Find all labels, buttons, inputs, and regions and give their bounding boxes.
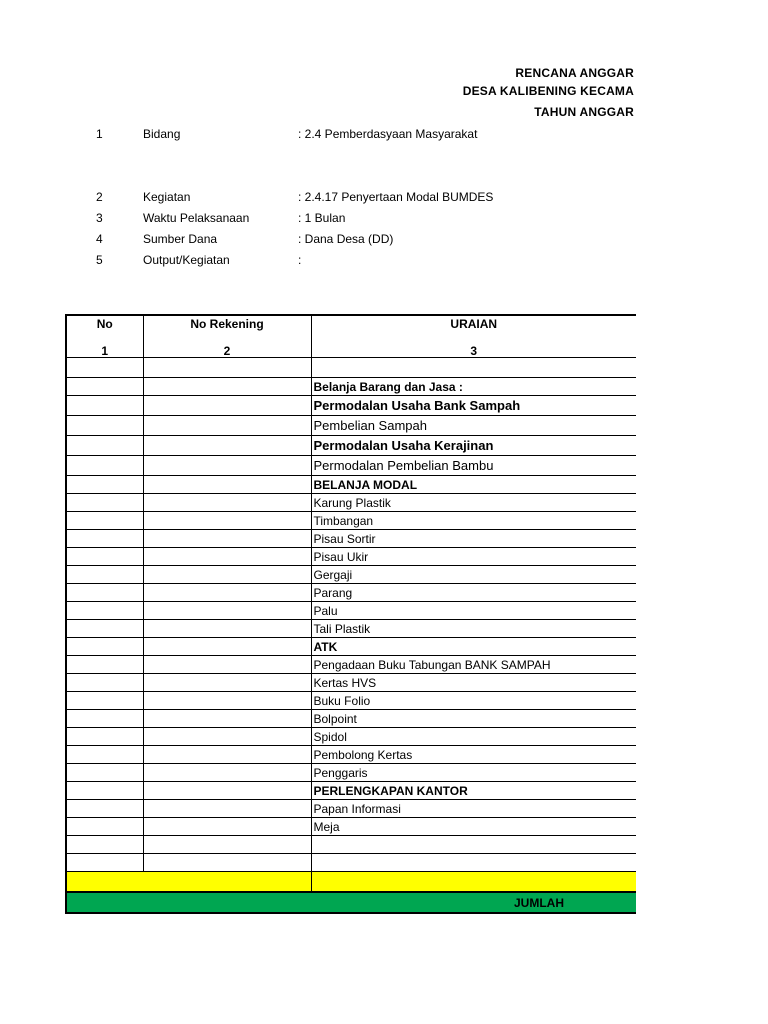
- info-label: Output/Kegiatan: [143, 253, 230, 267]
- cell-no: [66, 746, 143, 764]
- cell-rekening: [143, 764, 311, 782]
- cell-uraian: Timbangan: [311, 512, 636, 530]
- cell-uraian: BELANJA MODAL: [311, 476, 636, 494]
- cell-no: [66, 548, 143, 566]
- info-row-kegiatan: [0, 190, 768, 208]
- cell-rekening: [143, 456, 311, 476]
- info-label: Bidang: [143, 127, 181, 141]
- cell-rekening: [143, 674, 311, 692]
- info-row-waktu: [0, 211, 768, 229]
- info-label: Sumber Dana: [143, 232, 218, 246]
- cell-no: [66, 836, 143, 854]
- cell-uraian: Meja: [311, 818, 636, 836]
- header-rekening-index: 2: [223, 344, 231, 358]
- cell-no: [66, 530, 143, 548]
- info-row-output: [0, 253, 768, 271]
- header-rekening: [143, 315, 311, 358]
- cell-no: [66, 728, 143, 746]
- cell-rekening: [143, 656, 311, 674]
- table-row: [66, 396, 636, 416]
- header-no: [66, 315, 143, 358]
- info-num: 2: [96, 190, 103, 204]
- cell-uraian: Parang: [311, 584, 636, 602]
- cell-no: [66, 764, 143, 782]
- cell-uraian: Pembelian Sampah: [311, 416, 636, 436]
- cell-uraian: Penggaris: [311, 764, 636, 782]
- cell-uraian: Karung Plastik: [311, 494, 636, 512]
- cell-rekening: [143, 710, 311, 728]
- table-row: [66, 530, 636, 548]
- table-row: [66, 710, 636, 728]
- cell-no: [66, 512, 143, 530]
- cell-rekening: [143, 638, 311, 656]
- table-row: [66, 728, 636, 746]
- cell-rekening: [143, 476, 311, 494]
- cell-rekening: [143, 584, 311, 602]
- table-row: [66, 456, 636, 476]
- cell-uraian: Bolpoint: [311, 710, 636, 728]
- cell-uraian: Palu: [311, 602, 636, 620]
- cell-no: [66, 638, 143, 656]
- cell-no: [66, 436, 143, 456]
- table-header-row: [66, 315, 636, 358]
- table-row: [66, 584, 636, 602]
- table-row: [66, 746, 636, 764]
- cell-rekening: [143, 854, 311, 872]
- cell-no: [66, 416, 143, 436]
- info-num: 3: [96, 211, 103, 225]
- cell-uraian: Pengadaan Buku Tabungan BANK SAMPAH: [311, 656, 636, 674]
- subtotal-left-cell: [66, 872, 311, 893]
- cell-no: [66, 494, 143, 512]
- cell-rekening: [143, 512, 311, 530]
- cell-no: [66, 358, 143, 378]
- cell-no: [66, 456, 143, 476]
- cell-no: [66, 584, 143, 602]
- table-row: [66, 836, 636, 854]
- table-row: [66, 818, 636, 836]
- cell-uraian: Buku Folio: [311, 692, 636, 710]
- table-row: [66, 692, 636, 710]
- header-uraian-index: 3: [470, 344, 478, 358]
- cell-no: [66, 602, 143, 620]
- table-row: [66, 800, 636, 818]
- total-row: [66, 892, 636, 913]
- doc-title-line2: DESA KALIBENING KECAMA: [462, 84, 634, 98]
- cell-rekening: [143, 436, 311, 456]
- cell-rekening: [143, 836, 311, 854]
- header-no-index: 1: [101, 344, 109, 358]
- table-row: [66, 476, 636, 494]
- cell-rekening: [143, 530, 311, 548]
- cell-no: [66, 782, 143, 800]
- table-row: [66, 494, 636, 512]
- table-row: [66, 602, 636, 620]
- table-row: [66, 548, 636, 566]
- cell-rekening: [143, 494, 311, 512]
- cell-rekening: [143, 620, 311, 638]
- cell-uraian: Permodalan Usaha Bank Sampah: [311, 396, 636, 416]
- cell-no: [66, 710, 143, 728]
- cell-rekening: [143, 728, 311, 746]
- cell-no: [66, 476, 143, 494]
- cell-no: [66, 800, 143, 818]
- header-uraian-label: URAIAN: [450, 317, 498, 331]
- info-num: 4: [96, 232, 103, 246]
- cell-uraian: ATK: [311, 638, 636, 656]
- header-no-label: No: [96, 317, 113, 331]
- header-uraian: [311, 315, 636, 358]
- table-row: [66, 416, 636, 436]
- cell-rekening: [143, 566, 311, 584]
- cell-rekening: [143, 800, 311, 818]
- total-label: JUMLAH: [66, 892, 636, 913]
- info-num: 5: [96, 253, 103, 267]
- table-row: [66, 764, 636, 782]
- cell-rekening: [143, 746, 311, 764]
- table-row: [66, 638, 636, 656]
- table-row: [66, 782, 636, 800]
- cell-rekening: [143, 692, 311, 710]
- table-row: [66, 512, 636, 530]
- cell-no: [66, 396, 143, 416]
- info-row-bidang: [0, 127, 768, 145]
- cell-uraian: Kertas HVS: [311, 674, 636, 692]
- doc-title-line1: RENCANA ANGGAR: [515, 66, 634, 80]
- cell-uraian: Pembolong Kertas: [311, 746, 636, 764]
- info-value: :: [298, 253, 302, 267]
- cell-uraian: Papan Informasi: [311, 800, 636, 818]
- budget-table: [65, 314, 636, 914]
- cell-uraian: Spidol: [311, 728, 636, 746]
- cell-uraian: [311, 854, 636, 872]
- table-row: [66, 620, 636, 638]
- cell-no: [66, 854, 143, 872]
- cell-no: [66, 620, 143, 638]
- info-value: : 2.4 Pemberdasyaan Masyarakat: [298, 127, 478, 141]
- cell-uraian: Belanja Barang dan Jasa :: [311, 378, 636, 396]
- cell-uraian: Tali Plastik: [311, 620, 636, 638]
- table-row: [66, 674, 636, 692]
- cell-uraian: [311, 836, 636, 854]
- cell-rekening: [143, 358, 311, 378]
- doc-title-line3: TAHUN ANGGAR: [534, 105, 634, 119]
- cell-uraian: Pisau Ukir: [311, 548, 636, 566]
- cell-rekening: [143, 548, 311, 566]
- info-row-sumber-dana: [0, 232, 768, 250]
- info-label: Waktu Pelaksanaan: [143, 211, 250, 225]
- cell-rekening: [143, 782, 311, 800]
- cell-rekening: [143, 602, 311, 620]
- cell-no: [66, 818, 143, 836]
- subtotal-right-cell: [311, 872, 636, 893]
- header-rekening-label: No Rekening: [190, 317, 264, 331]
- cell-rekening: [143, 378, 311, 396]
- table-row: [66, 436, 636, 456]
- cell-uraian: Permodalan Usaha Kerajinan: [311, 436, 636, 456]
- cell-no: [66, 378, 143, 396]
- table-row: [66, 378, 636, 396]
- info-label: Kegiatan: [143, 190, 191, 204]
- cell-rekening: [143, 396, 311, 416]
- cell-no: [66, 692, 143, 710]
- table-row: [66, 656, 636, 674]
- cell-no: [66, 674, 143, 692]
- table-row: [66, 854, 636, 872]
- cell-rekening: [143, 818, 311, 836]
- table-row: [66, 566, 636, 584]
- cell-uraian: Pisau Sortir: [311, 530, 636, 548]
- cell-rekening: [143, 416, 311, 436]
- cell-no: [66, 656, 143, 674]
- info-value: : 1 Bulan: [298, 211, 346, 225]
- cell-no: [66, 566, 143, 584]
- info-num: 1: [96, 127, 103, 141]
- cell-uraian: Permodalan Pembelian Bambu: [311, 456, 636, 476]
- subtotal-row: [66, 872, 636, 893]
- info-value: : Dana Desa (DD): [298, 232, 394, 246]
- cell-uraian: Gergaji: [311, 566, 636, 584]
- cell-uraian: [311, 358, 636, 378]
- info-value: : 2.4.17 Penyertaan Modal BUMDES: [298, 190, 494, 204]
- cell-uraian: PERLENGKAPAN KANTOR: [311, 782, 636, 800]
- spacer-row: [66, 358, 636, 378]
